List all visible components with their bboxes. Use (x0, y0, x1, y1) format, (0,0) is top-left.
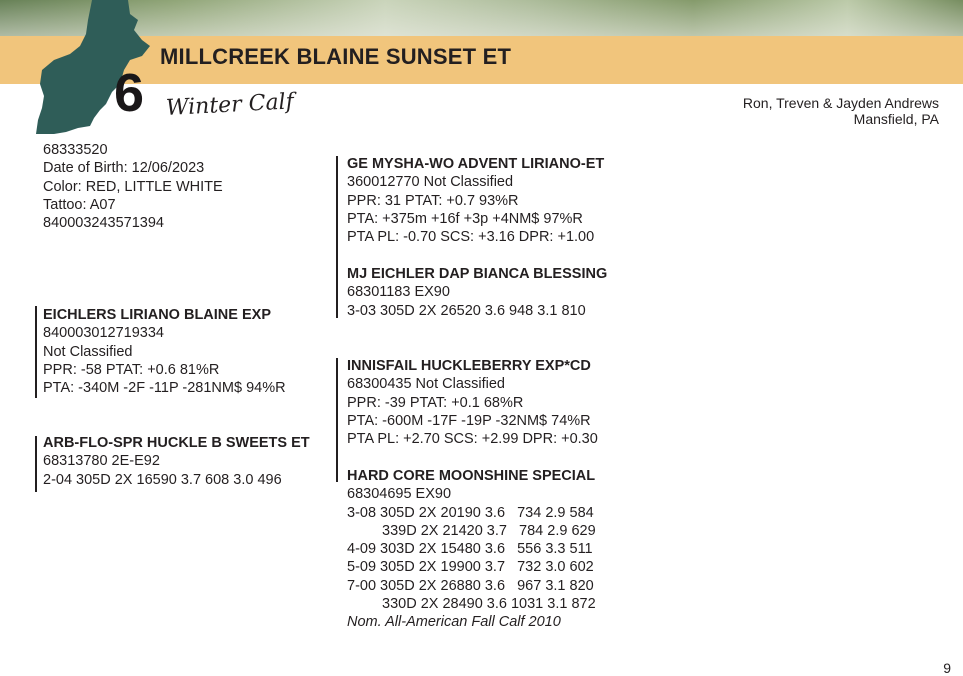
sire-sire-block (347, 155, 604, 246)
sire-sire-reg: 360012770 Not Classified (347, 174, 514, 191)
owner-info (743, 95, 939, 127)
sire-dam-reg: 68301183 EX90 (347, 284, 450, 301)
sire-block (43, 306, 286, 397)
sire-dam-block (347, 265, 607, 320)
dam-dam-record: 339D 2X 21420 3.7 784 2.9 629 (382, 522, 596, 539)
sire-dam-record: 3-03 305D 2X 26520 3.6 948 3.1 810 (347, 302, 586, 319)
dam-sire-ppr: PPR: -39 PTAT: +0.1 68%R (347, 394, 524, 411)
sire-sire-pta: PTA: +375m +16f +3p +4NM$ 97%R (347, 210, 583, 227)
tattoo: Tattoo: A07 (43, 196, 116, 213)
dam-dam-reg: 68304695 EX90 (347, 486, 452, 503)
color: Color: RED, LITTLE WHITE (43, 178, 223, 195)
dam-sire-pta: PTA: -600M -17F -19P -32NM$ 74%R (347, 412, 591, 429)
lot-number: 6 (114, 63, 145, 123)
sire-sire-name: GE MYSHA-WO ADVENT LIRIANO-ET (347, 156, 605, 172)
page-title: MILLCREEK BLAINE SUNSET ET (160, 44, 512, 69)
sire-sire-pta-pl: PTA PL: -0.70 SCS: +3.16 DPR: +1.00 (347, 229, 595, 246)
dam-reg: 68313780 2E-E92 (43, 453, 160, 470)
dam-name: ARB-FLO-SPR HUCKLE B SWEETS ET (43, 435, 310, 451)
id-number: 840003243571394 (43, 215, 164, 232)
reg-number: 68333520 (43, 142, 108, 158)
dam-dam-record: 330D 2X 28490 3.6 1031 3.1 872 (382, 596, 596, 613)
page-number: 9 (943, 660, 951, 676)
dam-dam-name: HARD CORE MOONSHINE SPECIAL (347, 468, 596, 484)
dam-sire-reg: 68300435 Not Classified (347, 376, 505, 393)
dam-record: 2-04 305D 2X 16590 3.7 608 3.0 496 (43, 471, 282, 488)
dam-dam-award: Nom. All-American Fall Calf 2010 (347, 614, 561, 631)
dam-sire-block (347, 357, 598, 448)
sire-pta: PTA: -340M -2F -11P -281NM$ 94%R (43, 380, 286, 397)
sire-reg: 840003012719334 (43, 325, 164, 342)
dam-dam-record: 7-00 305D 2X 26880 3.6 967 3.1 820 (347, 577, 594, 594)
dam-dam-block (347, 467, 596, 632)
dam-sire-name: INNISFAIL HUCKLEBERRY EXP*CD (347, 358, 591, 374)
sire-ppr: PPR: -58 PTAT: +0.6 81%R (43, 361, 220, 378)
sire-sire-ppr: PPR: 31 PTAT: +0.7 93%R (347, 192, 519, 209)
dam-sire-pta-pl: PTA PL: +2.70 SCS: +2.99 DPR: +0.30 (347, 431, 598, 448)
sire-bracket (35, 306, 37, 398)
dam-block (43, 434, 310, 489)
sire-classification: Not Classified (43, 343, 133, 360)
dam-side-bracket (336, 358, 338, 482)
dam-dam-record: 4-09 303D 2X 15480 3.6 556 3.3 511 (347, 541, 593, 558)
dam-dam-record: 5-09 305D 2X 19900 3.7 732 3.0 602 (347, 559, 594, 576)
dam-bracket (35, 436, 37, 492)
sire-dam-name: MJ EICHLER DAP BIANCA BLESSING (347, 266, 608, 282)
owner-location: Mansfield, PA (853, 111, 939, 127)
animal-details (43, 141, 223, 232)
class-label: Winter Calf (165, 89, 295, 121)
owner-name: Ron, Treven & Jayden Andrews (742, 95, 939, 111)
date-of-birth: Date of Birth: 12/06/2023 (43, 160, 205, 177)
sire-side-bracket (336, 156, 338, 318)
sire-name: EICHLERS LIRIANO BLAINE EXP (43, 307, 271, 323)
dam-dam-record: 3-08 305D 2X 20190 3.6 734 2.9 584 (347, 504, 594, 521)
